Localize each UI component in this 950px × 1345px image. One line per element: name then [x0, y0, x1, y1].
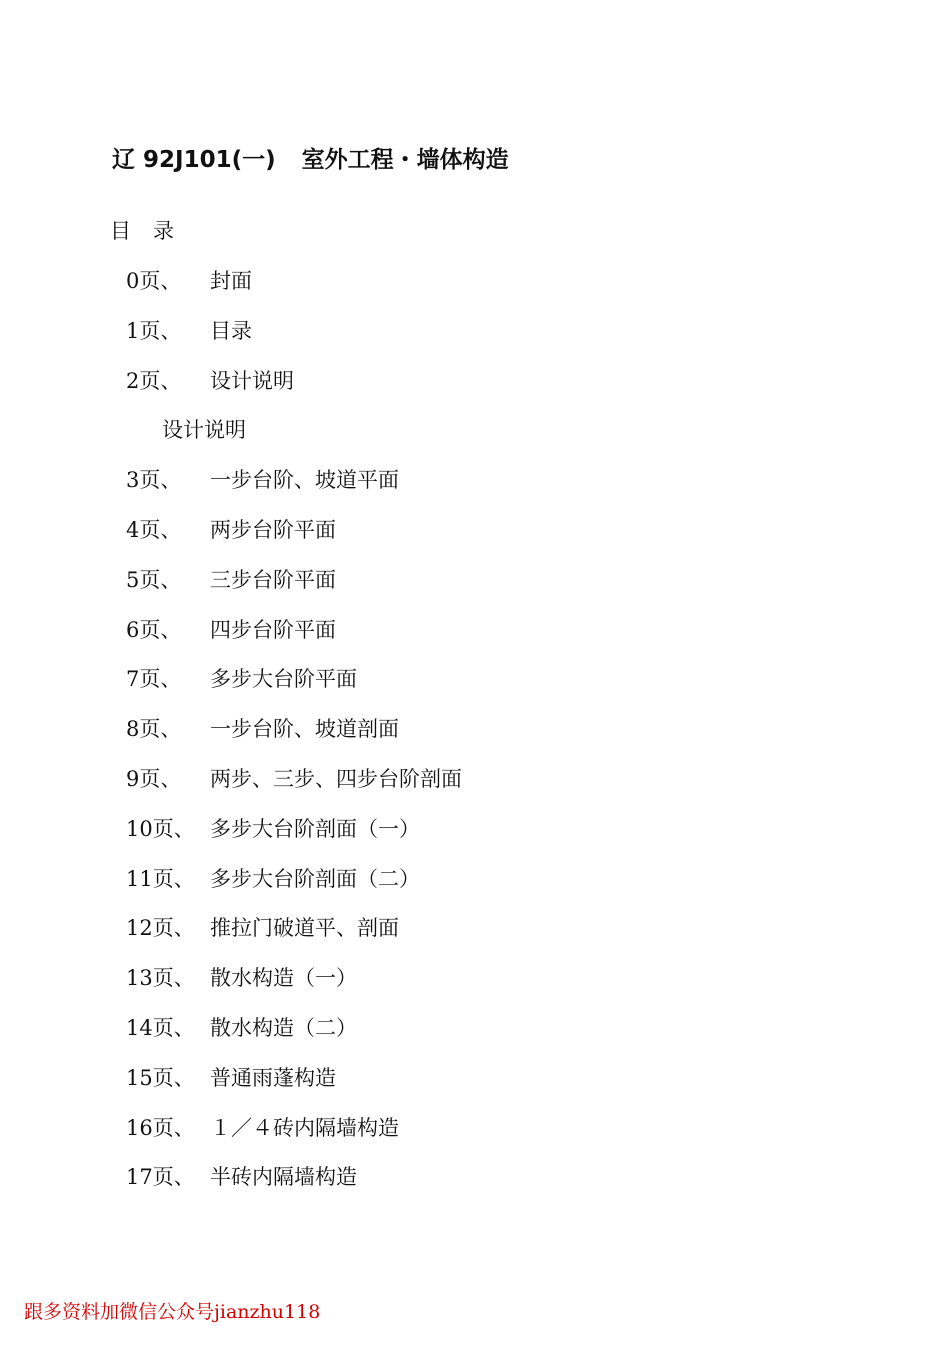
toc-entry-title: 多步大台阶平面	[210, 667, 357, 692]
toc-page-number: 10页、	[126, 816, 195, 841]
toc-page-number: 3页、	[126, 468, 182, 493]
document-name: 室外工程・墙体构造	[301, 147, 509, 173]
toc-entry	[126, 463, 462, 513]
toc-entry-title: 两步、三步、四步台阶剖面	[210, 766, 462, 791]
toc-entry	[126, 911, 462, 961]
footer-watermark-note: 跟多资料加微信公众号jianzhu118	[24, 1301, 321, 1323]
toc-page-number: 9页、	[126, 766, 182, 791]
toc-entry-title: 普通雨蓬构造	[210, 1065, 336, 1090]
toc-page-number: 17页、	[126, 1165, 195, 1190]
toc-entry	[126, 613, 462, 663]
toc-entry	[126, 563, 462, 613]
toc-page-number: 15页、	[126, 1065, 195, 1090]
toc-entry	[126, 364, 462, 414]
toc-page-number: 13页、	[126, 966, 195, 991]
toc-entry-title: 一步台阶、坡道平面	[210, 468, 399, 493]
toc-entry	[126, 264, 462, 314]
toc-entry-title: 散水构造（一）	[210, 966, 357, 991]
toc-entry-title: 四步台阶平面	[210, 617, 336, 642]
toc-entry	[126, 314, 462, 364]
toc-sub-entry-title: 设计说明	[162, 418, 246, 443]
toc-entry	[126, 1160, 462, 1210]
toc-page-number: 7页、	[126, 667, 182, 692]
toc-entry	[126, 862, 462, 912]
toc-sub-entry	[126, 413, 462, 463]
toc-page-number: 4页、	[126, 517, 182, 542]
toc-entry	[126, 1011, 462, 1061]
toc-list	[126, 264, 462, 1210]
toc-entry-title: 推拉门破道平、剖面	[210, 916, 399, 941]
toc-entry	[126, 662, 462, 712]
toc-entry-title: 散水构造（二）	[210, 1015, 357, 1040]
toc-page-number: 6页、	[126, 617, 182, 642]
toc-page-number: 16页、	[126, 1115, 195, 1140]
toc-entry	[126, 961, 462, 1011]
toc-entry	[126, 712, 462, 762]
document-title	[108, 142, 509, 178]
toc-entry-title: 目录	[210, 318, 252, 343]
toc-page-number: 2页、	[126, 368, 182, 393]
toc-entry-title: 一步台阶、坡道剖面	[210, 717, 399, 742]
toc-entry-title: １／４砖内隔墙构造	[210, 1115, 399, 1140]
toc-entry	[126, 1061, 462, 1111]
toc-entry	[126, 513, 462, 563]
toc-entry-title: 两步台阶平面	[210, 517, 336, 542]
toc-entry-title: 封面	[210, 269, 252, 293]
toc-entry-title: 多步大台阶剖面（二）	[210, 866, 420, 891]
toc-entry-title: 三步台阶平面	[210, 567, 336, 592]
toc-page-number: 12页、	[126, 916, 195, 941]
toc-entry	[126, 812, 462, 862]
toc-entry	[126, 762, 462, 812]
toc-entry-title: 半砖内隔墙构造	[210, 1165, 357, 1190]
toc-entry	[126, 1111, 462, 1161]
toc-page-number: 14页、	[126, 1015, 195, 1040]
toc-page-number: 5页、	[126, 567, 182, 592]
toc-page-number: 1页、	[126, 318, 182, 343]
document-code: 辽 92J101(一)	[112, 147, 276, 173]
toc-entry-title: 设计说明	[210, 368, 294, 393]
toc-page-number: 8页、	[126, 717, 182, 742]
toc-entry-title: 多步大台阶剖面（一）	[210, 816, 420, 841]
toc-heading: 目录	[110, 219, 196, 243]
toc-page-number: 0页、	[126, 269, 182, 293]
toc-page-number: 11页、	[126, 866, 195, 891]
